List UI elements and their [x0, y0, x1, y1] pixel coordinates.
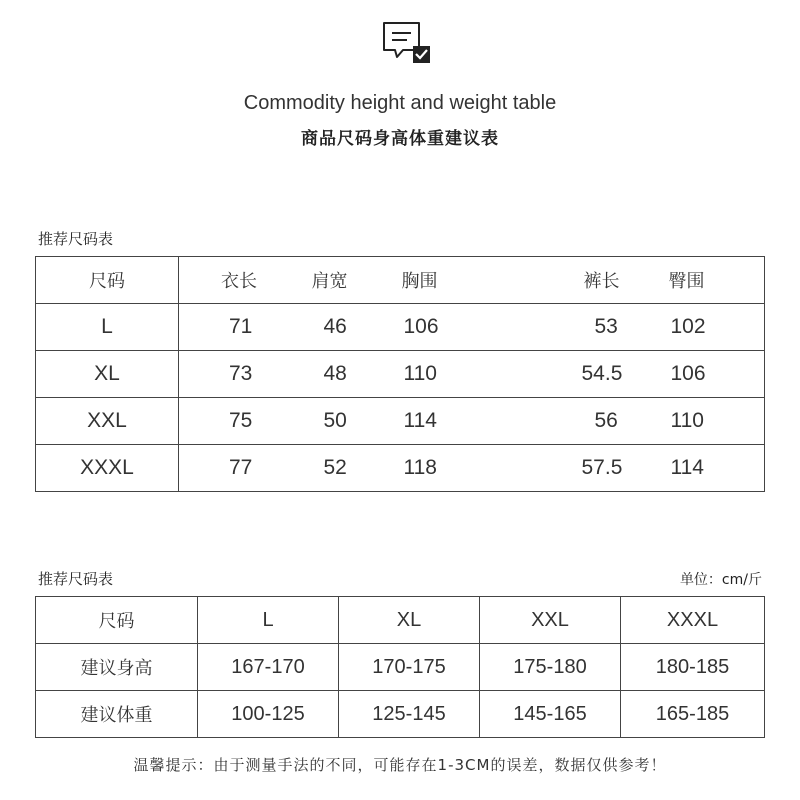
table-row: [36, 304, 765, 351]
table-cell: 54.5: [536, 351, 629, 398]
table-cell: 145-165: [480, 691, 621, 738]
table-cell: 167-170: [198, 644, 339, 691]
table-cell: 102: [629, 304, 765, 351]
table-header-row: [36, 257, 765, 304]
header-cell: 尺码: [36, 597, 198, 644]
header-cell: XXL: [480, 597, 621, 644]
table-cell: 180-185: [621, 644, 765, 691]
header-cell: 肩宽: [291, 257, 381, 304]
table-cell: 175-180: [480, 644, 621, 691]
table-cell: 170-175: [339, 644, 480, 691]
title-en: Commodity height and weight table: [243, 92, 557, 114]
table-cell: 118: [381, 445, 536, 492]
table-cell: 165-185: [621, 691, 765, 738]
table-cell: 48: [291, 351, 381, 398]
table-row: [36, 398, 765, 445]
header-cell: L: [198, 597, 339, 644]
table-cell: 46: [291, 304, 381, 351]
table-cell: 71: [179, 304, 291, 351]
header-cell: XL: [339, 597, 480, 644]
header-cell: 衣长: [179, 257, 291, 304]
table-cell: XXL: [36, 398, 179, 445]
table-cell: XL: [36, 351, 179, 398]
row-header: 建议体重: [36, 691, 198, 738]
table-cell: 100-125: [198, 691, 339, 738]
title-cn: 商品尺码身高体重建议表: [301, 129, 499, 149]
row-header: 建议身高: [36, 644, 198, 691]
table-cell: 57.5: [536, 445, 629, 492]
table-cell: 73: [179, 351, 291, 398]
table-cell: 106: [381, 304, 536, 351]
recommend-table-caption: 推荐尺码表: [38, 570, 114, 588]
header-cell: XXXL: [621, 597, 765, 644]
table-cell: 106: [629, 351, 765, 398]
header-cell: 臀围: [629, 257, 765, 304]
unit-label: 单位：cm/斤: [679, 572, 762, 588]
table-cell: XXXL: [36, 445, 179, 492]
table-cell: 50: [291, 398, 381, 445]
table-cell: 114: [629, 445, 765, 492]
table-row: [36, 445, 765, 492]
table-cell: 77: [179, 445, 291, 492]
header-cell: 尺码: [36, 257, 179, 304]
table-row: [36, 351, 765, 398]
table-cell: 114: [381, 398, 536, 445]
table-header-row: [36, 597, 765, 644]
chat-check-icon: [381, 20, 433, 66]
recommend-table: [35, 596, 765, 738]
size-table: [35, 256, 765, 492]
header-cell: 胸围: [381, 257, 536, 304]
table-row: [36, 644, 765, 691]
table-row: [36, 691, 765, 738]
table-cell: 110: [629, 398, 765, 445]
table-cell: 75: [179, 398, 291, 445]
table-cell: L: [36, 304, 179, 351]
header-cell: 裤长: [536, 257, 629, 304]
table-cell: 110: [381, 351, 536, 398]
table-cell: 53: [536, 304, 629, 351]
table-cell: 125-145: [339, 691, 480, 738]
table-cell: 56: [536, 398, 629, 445]
footer-note: 温馨提示：由于测量手法的不同，可能存在1-3CM的误差，数据仅供参考！: [133, 756, 667, 774]
size-table-caption: 推荐尺码表: [38, 230, 114, 248]
table-cell: 52: [291, 445, 381, 492]
